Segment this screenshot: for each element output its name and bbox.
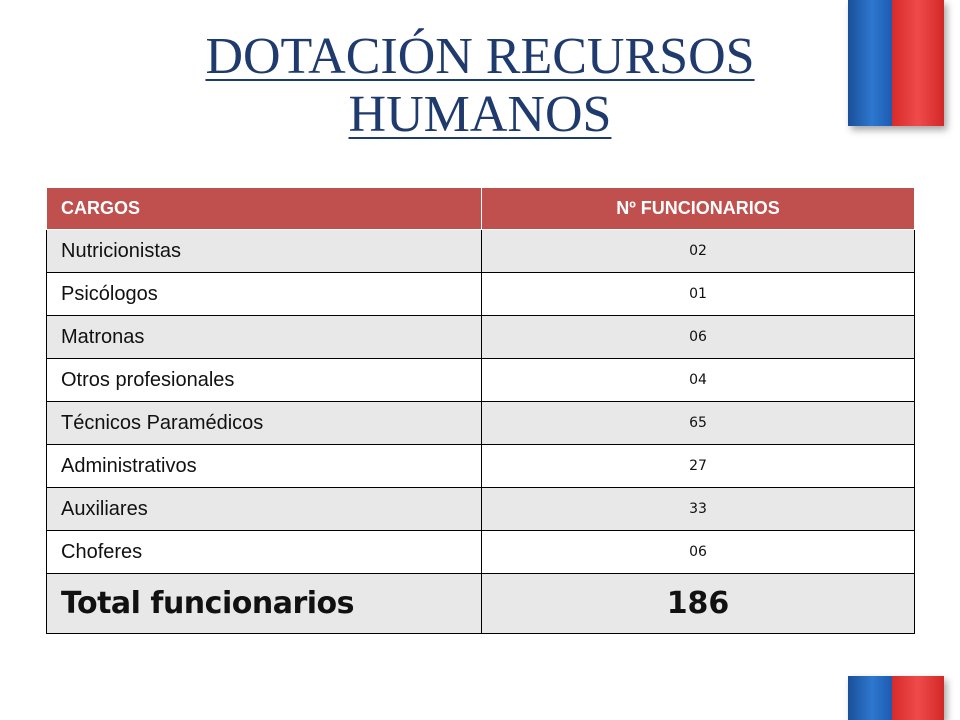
count-cell: 33 [482,488,915,531]
title-line-1: DOTACIÓN RECURSOS [205,28,755,85]
table-row [47,445,915,488]
table-row [47,402,915,445]
cargo-cell: Técnicos Paramédicos [47,402,482,445]
flag-decoration-bottom [848,676,944,720]
table-row [47,230,915,273]
count-cell: 06 [482,531,915,574]
cargo-cell: Psicólogos [47,273,482,316]
staff-table [46,187,915,634]
cargo-cell: Auxiliares [47,488,482,531]
count-cell: 04 [482,359,915,402]
table-row [47,531,915,574]
total-label: Total funcionarios [47,574,482,634]
header-funcionarios: Nº FUNCIONARIOS [482,188,915,230]
count-cell: 02 [482,230,915,273]
total-value: 186 [482,574,915,634]
page-title [140,28,820,144]
title-line-2: HUMANOS [348,86,612,143]
header-cargos: CARGOS [47,188,482,230]
cargo-cell: Otros profesionales [47,359,482,402]
flag-red-stripe [892,0,944,126]
count-cell: 01 [482,273,915,316]
flag-blue-stripe [848,676,892,720]
count-cell: 06 [482,316,915,359]
cargo-cell: Nutricionistas [47,230,482,273]
table-row [47,359,915,402]
count-cell: 27 [482,445,915,488]
count-cell: 65 [482,402,915,445]
total-row [47,574,915,634]
cargo-cell: Matronas [47,316,482,359]
flag-red-stripe [892,676,944,720]
table-row [47,273,915,316]
cargo-cell: Choferes [47,531,482,574]
table-row [47,316,915,359]
cargo-cell: Administrativos [47,445,482,488]
table-header-row [47,188,915,230]
flag-blue-stripe [848,0,892,126]
flag-decoration-top [848,0,944,126]
table-row [47,488,915,531]
